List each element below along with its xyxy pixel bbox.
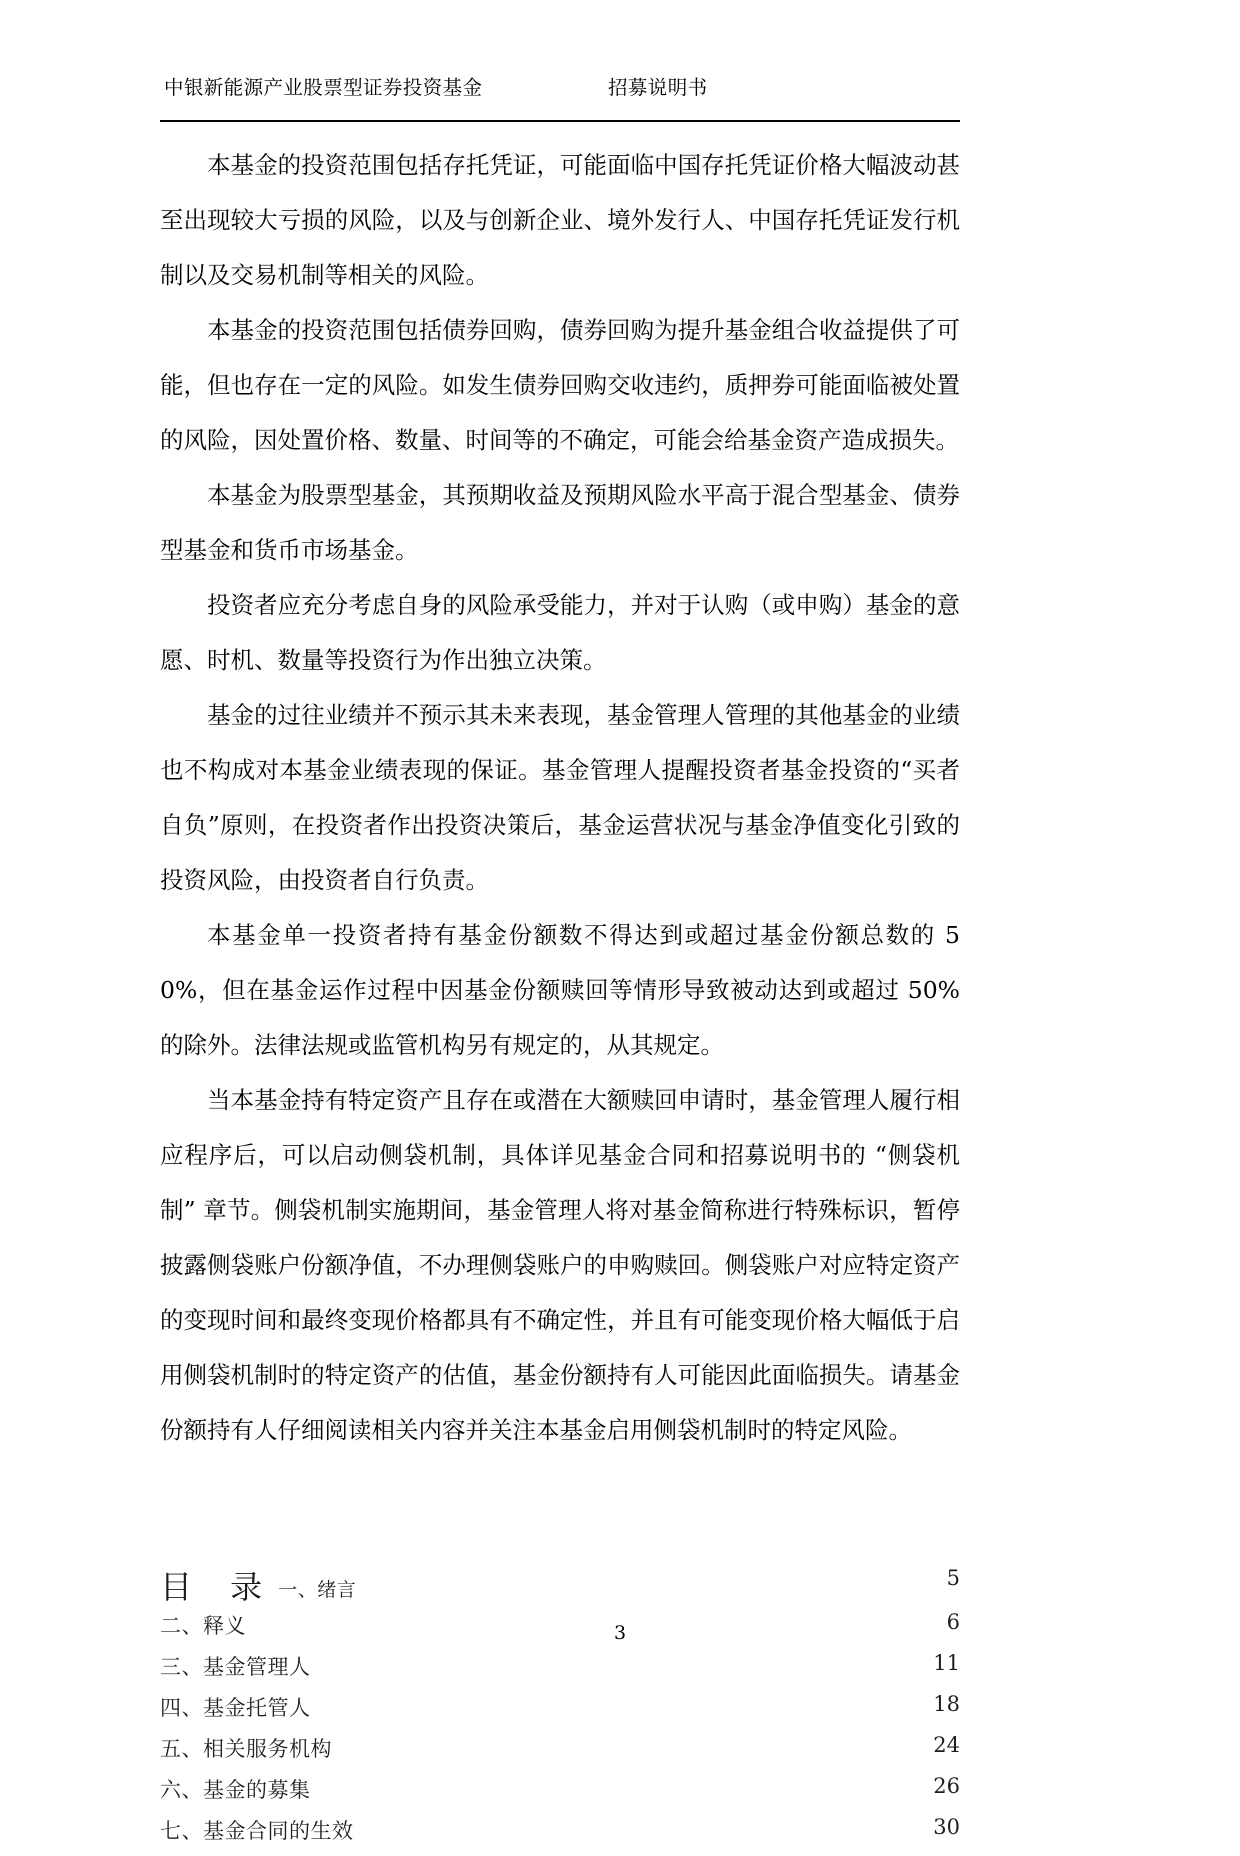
paragraph: 本基金为股票型基金，其预期收益及预期风险水平高于混合型基金、债券型基金和货币市场基金。: [160, 481, 960, 564]
toc-entry-7[interactable]: [160, 1815, 960, 1856]
paragraph: 当本基金持有特定资产且存在或潜在大额赎回申请时，基金管理人履行相应程序后，可以启动侧袋机制，具体详见基金合同和招募说明书的 “侧袋机制” 章节。侧袋机制实施期间，基金管理人将对基金简称进行特殊标识，暂停披露侧袋账户份额净值，不办理侧袋账户的申购赎回。侧袋账户对应特定资产的变现时间和最终变现价格都具有不确定性，并且有可能变现价格大幅低于启用侧袋机制时的特定资产的估值，基金份额持有人可能因此面临损失。请基金份额持有人仔细阅读相关内容并关注本基金启用侧袋机制时的特定风险。: [160, 1086, 960, 1444]
header-fund-name: 中银新能源产业股票型证券投资基金: [164, 76, 483, 99]
toc-entry-label: 二、释义: [160, 1614, 246, 1638]
running-header: [160, 68, 960, 122]
toc-entry-label: 六、基金的募集: [160, 1778, 311, 1802]
page-content: [160, 0, 960, 1856]
paragraph: 本基金单一投资者持有基金份额数不得达到或超过基金份额总数的 50%，但在基金运作过程中因基金份额赎回等情形导致被动达到或超过 50%的除外。法律法规或监管机构另有规定的，从其规定。: [160, 921, 960, 1059]
toc-entry-5[interactable]: [160, 1733, 960, 1774]
toc-entry-label: 三、基金管理人: [160, 1655, 311, 1679]
paragraph: 基金的过往业绩并不预示其未来表现，基金管理人管理的其他基金的业绩也不构成对本基金业绩表现的保证。基金管理人提醒投资者基金投资的“买者自负”原则，在投资者作出投资决策后，基金运营状况与基金净值变化引致的投资风险，由投资者自行负责。: [160, 701, 960, 894]
table-of-contents: [160, 1562, 960, 1856]
toc-entry-page: 18: [933, 1692, 960, 1716]
toc-entry-3[interactable]: [160, 1651, 960, 1692]
toc-entry-page: 5: [946, 1566, 960, 1590]
toc-entry-1[interactable]: [160, 1562, 960, 1610]
toc-entry-page: 11: [933, 1651, 960, 1675]
toc-entry-page: 30: [933, 1815, 960, 1839]
toc-entry-label: 一、绪言: [278, 1579, 357, 1601]
toc-entry-label: 四、基金托管人: [160, 1696, 311, 1720]
paragraph: 本基金的投资范围包括债券回购，债券回购为提升基金组合收益提供了可能，但也存在一定的风险。如发生债券回购交收违约，质押券可能面临被处置的风险，因处置价格、数量、时间等的不确定，可能会给基金资产造成损失。: [160, 316, 960, 454]
paragraph: 本基金的投资范围包括存托凭证，可能面临中国存托凭证价格大幅波动甚至出现较大亏损的风险，以及与创新企业、境外发行人、中国存托凭证发行机制以及交易机制等相关的风险。: [160, 151, 960, 289]
toc-entry-page: 6: [946, 1610, 960, 1634]
toc-entry-6[interactable]: [160, 1774, 960, 1815]
page-number-footer: 3: [613, 1622, 627, 1644]
header-document-type: 招募说明书: [608, 76, 708, 99]
toc-entry-label: 七、基金合同的生效: [160, 1819, 354, 1843]
body-text: [160, 138, 960, 1458]
toc-entry-page: 26: [933, 1774, 960, 1798]
toc-entry-label: 五、相关服务机构: [160, 1737, 332, 1761]
paragraph: 投资者应充分考虑自身的风险承受能力，并对于认购（或申购）基金的意愿、时机、数量等投资行为作出独立决策。: [160, 591, 960, 674]
toc-entry-4[interactable]: [160, 1692, 960, 1733]
toc-heading: 目 录: [160, 1568, 277, 1606]
toc-entry-page: 24: [933, 1733, 960, 1757]
